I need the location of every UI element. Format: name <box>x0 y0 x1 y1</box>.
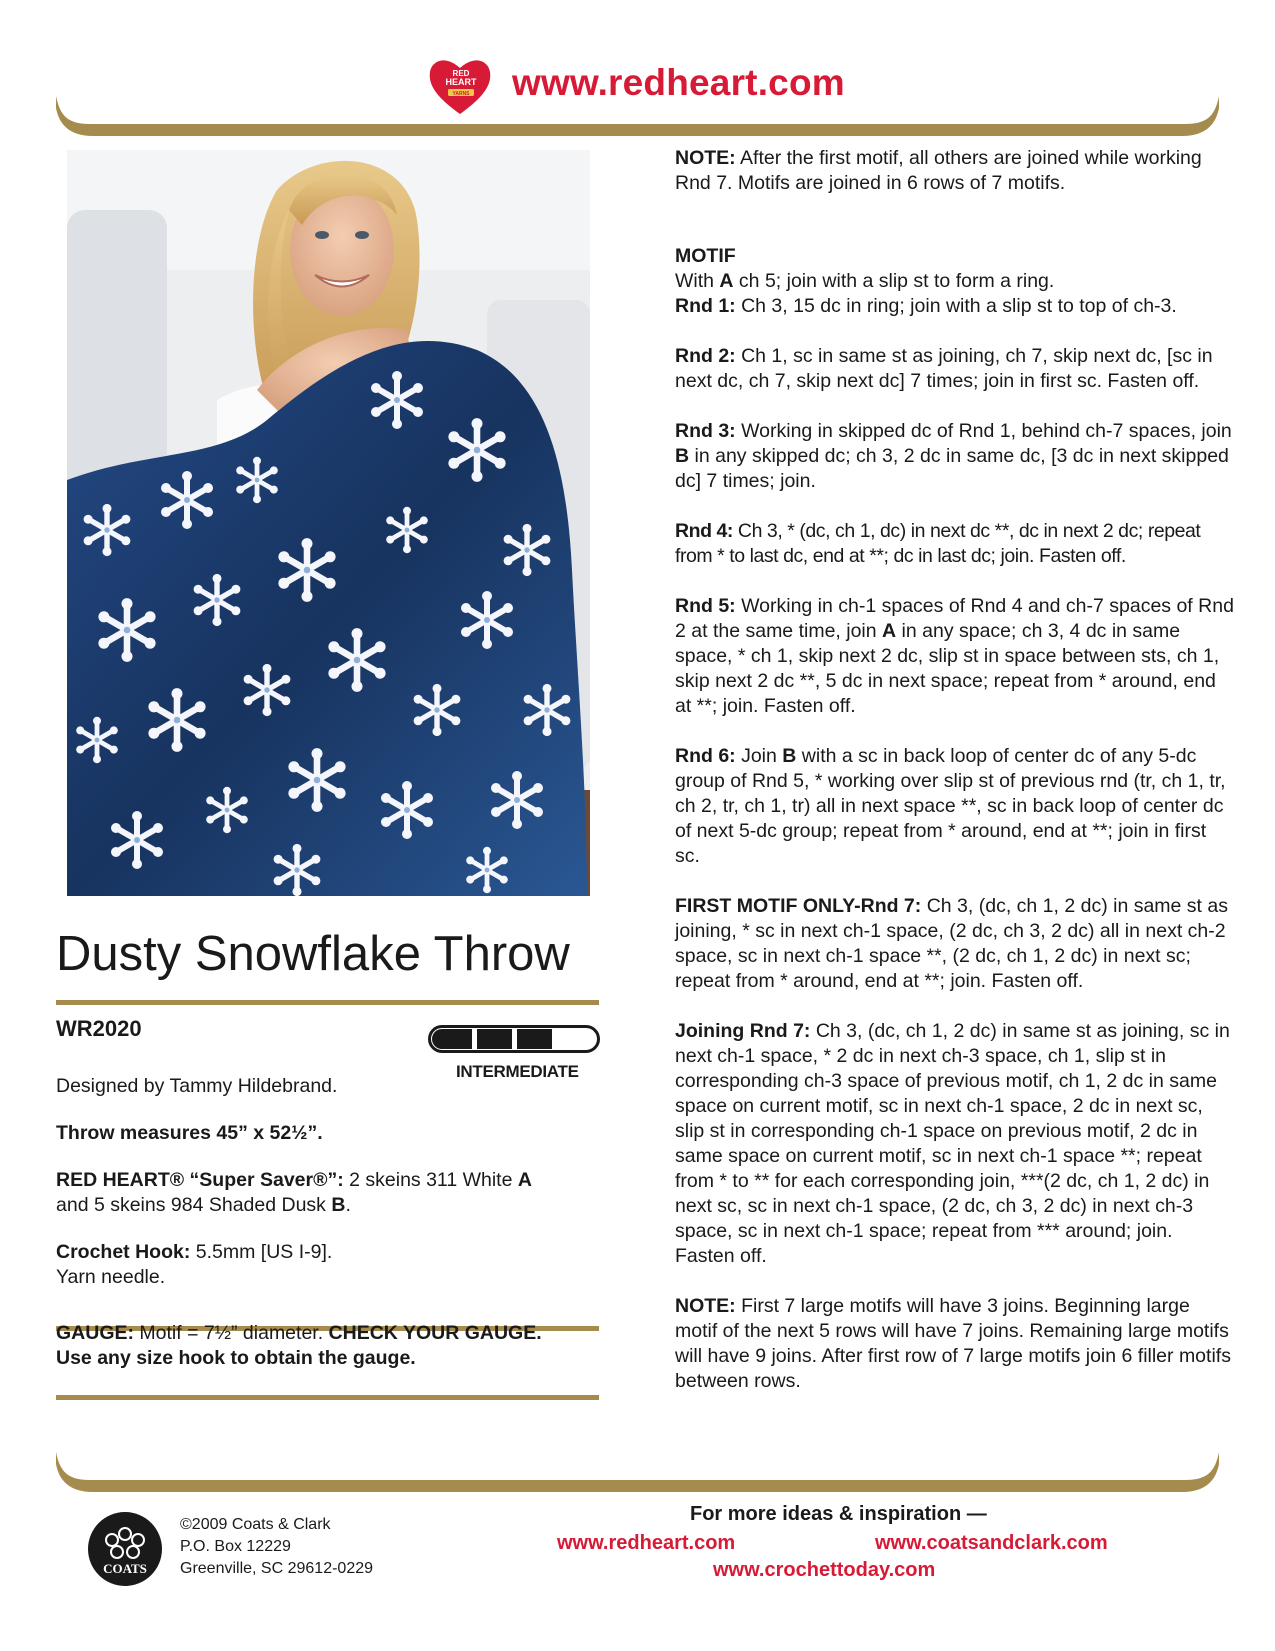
motif-start <box>675 269 1235 294</box>
note-text: First 7 large motifs will have 3 joins. Beginning large motif of the next 5 rows will have 7 joins. Remaining large motifs will have 9 joins. After first row of 7 large motifs join 6 filler motifs between rows. <box>675 1295 1231 1392</box>
header-url[interactable]: www.redheart.com <box>512 62 845 103</box>
round-label: Rnd 4: <box>675 520 733 542</box>
gauge-label: GAUGE: <box>56 1322 134 1344</box>
round-text: Working in ch-1 spaces of Rnd 4 and ch-7 spaces of Rnd 2 at the same time, join <box>675 595 1234 642</box>
pattern-title: Dusty Snowflake Throw <box>56 927 570 981</box>
note-label: NOTE: <box>675 1295 736 1317</box>
note-first <box>675 146 1235 196</box>
round-label: Rnd 1: <box>675 295 736 317</box>
coats-logo-text: COATS <box>103 1561 147 1576</box>
needle-text: Yarn needle. <box>56 1266 166 1288</box>
yarn-end: . <box>345 1194 351 1216</box>
yarn-label: RED HEART® “Super Saver®”: <box>56 1169 344 1191</box>
round-text: Ch 3, (dc, ch 1, 2 dc) in same st as joining, sc in next ch-1 space, * 2 dc in next ch-3 space, ch 1, slip st in corresponding ch-3 space of previous motif, ch 1, 2 dc in same space on current motif, sc in next ch-1 space, 2 dc in next sc, slip st in corresponding ch-1 space on previous motif, 2 dc in same space on current motif, sc in next ch-1 space **; repeat from * to ** for each corresponding join, ***(2 dc, ch 1, 2 dc) in next sc, sc in next ch-1 space, (2 dc, ch 3, 2 dc) in next ch-3 space, sc in next ch-1 space; repeat from *** around; join. Fasten off. <box>675 1020 1230 1267</box>
round-text: Join <box>735 745 783 767</box>
link-redheart[interactable]: www.redheart.com <box>557 1532 736 1554</box>
round-text: Ch 3, 15 dc in ring; join with a slip st to top of ch-3. <box>735 295 1177 317</box>
logo-text-heart: HEART <box>445 77 477 87</box>
logo-text-red: RED <box>452 69 470 78</box>
coats-logo <box>88 1512 162 1586</box>
round-4 <box>675 519 1235 569</box>
yarn-text: 2 skeins 311 White <box>343 1169 518 1191</box>
skill-level-label: INTERMEDIATE <box>456 1062 579 1081</box>
motif-text: With <box>675 270 720 292</box>
hook-label: Crochet Hook: <box>56 1241 191 1263</box>
round-1 <box>675 294 1235 319</box>
joining-round-7 <box>675 1019 1235 1269</box>
gauge-text: Motif = 7½” diameter. <box>134 1322 329 1344</box>
round-2 <box>675 344 1235 394</box>
round-text-2: in any skipped dc; ch 3, 2 dc in same dc, [3 dc in next skipped dc] 7 times; join. <box>675 445 1229 492</box>
round-text: Ch 3, * (dc, ch 1, dc) in next dc **, dc in next 2 dc; repeat from * to last dc, end at **; dc in last dc; join. Fasten off. <box>675 520 1201 567</box>
link-coatsandclark[interactable]: www.coatsandclark.com <box>875 1532 1108 1554</box>
round-text-2: with a sc in back loop of center dc of any 5-dc group of Rnd 5, * working over slip st of previous rnd (tr, ch 1, tr, ch 2, tr, ch 1, tr) all in next space **, sc in back loop of center dc of next 5-dc group; repeat from * around, end at **; join in first sc. <box>675 745 1226 867</box>
motif-text-2: ch 5; join with a slip st to form a ring. <box>733 270 1055 292</box>
first-motif-round-7 <box>675 894 1235 994</box>
round-text: Ch 1, sc in same st as joining, ch 7, skip next dc, [sc in next dc, ch 7, skip next dc] 7 times; join in first sc. Fasten off. <box>675 345 1213 392</box>
yarn-text-2: and 5 skeins 984 Shaded Dusk <box>56 1194 332 1216</box>
note-text: After the first motif, all others are joined while working Rnd 7. Motifs are joined in 6 rows of 7 motifs. <box>675 147 1202 194</box>
round-label: FIRST MOTIF ONLY-Rnd 7: <box>675 895 922 917</box>
motif-heading: MOTIF <box>675 245 736 267</box>
gauge-line-2: Use any size hook to obtain the gauge. <box>56 1347 416 1369</box>
yarn-letter: B <box>782 745 797 767</box>
note-label: NOTE: <box>675 147 736 169</box>
note-joins <box>675 1294 1235 1394</box>
product-photo <box>67 150 590 896</box>
logo-text-yarns: YARNS <box>452 91 470 97</box>
round-5 <box>675 594 1235 719</box>
round-label: Rnd 3: <box>675 420 736 442</box>
motif-a: A <box>719 270 734 292</box>
round-text-2: in any space; ch 3, 4 dc in same space, * ch 1, skip next 2 dc, slip st in space between sts, ch 1, skip next 2 dc **, 5 dc in next space; repeat from * around, end at **; join. Fasten off. <box>675 620 1220 717</box>
round-label: Rnd 5: <box>675 595 736 617</box>
round-6 <box>675 744 1235 869</box>
copyright: ©2009 Coats & Clark <box>180 1516 331 1533</box>
divider <box>56 1000 599 1005</box>
skill-level-bars-icon <box>428 1025 600 1053</box>
hook-requirements <box>56 1240 596 1290</box>
footer-cta: For more ideas & inspiration — <box>690 1503 987 1525</box>
round-text: Ch 3, (dc, ch 1, 2 dc) in same st as joining, * sc in next ch-1 space, (2 dc, ch 3, 2 dc) all in next ch-2 space, sc in next ch-1 space **, (2 dc, ch 1, 2 dc) in next sc; repeat from * around, end at **; join. Fasten off. <box>675 895 1228 992</box>
yarn-letter: B <box>675 445 690 467</box>
top-gold-band <box>56 96 1219 136</box>
yarn-letter: A <box>882 620 897 642</box>
round-label: Rnd 6: <box>675 745 736 767</box>
divider <box>56 1395 599 1400</box>
po-box: P.O. Box 12229 <box>180 1538 291 1555</box>
instructions-column <box>675 146 1235 1394</box>
gauge-check: CHECK YOUR GAUGE. <box>328 1322 542 1344</box>
yarn-requirements <box>56 1168 596 1218</box>
throw-measurements: Throw measures 45” x 52½”. <box>56 1122 323 1144</box>
round-text: Working in skipped dc of Rnd 1, behind ch-7 spaces, join <box>735 420 1232 442</box>
yarn-a: A <box>517 1169 532 1191</box>
link-crochettoday[interactable]: www.crochettoday.com <box>713 1559 936 1581</box>
round-3 <box>675 419 1235 494</box>
designer-credit: Designed by Tammy Hildebrand. <box>56 1075 338 1097</box>
round-label: Joining Rnd 7: <box>675 1020 811 1042</box>
city: Greenville, SC 29612-0229 <box>180 1560 374 1577</box>
round-label: Rnd 2: <box>675 345 736 367</box>
yarn-b: B <box>331 1194 346 1216</box>
pattern-code: WR2020 <box>56 1016 142 1041</box>
company-address <box>180 1514 373 1580</box>
bottom-gold-band <box>56 1452 1219 1492</box>
hook-text: 5.5mm [US I-9]. <box>190 1241 333 1263</box>
gauge-info <box>56 1321 596 1371</box>
